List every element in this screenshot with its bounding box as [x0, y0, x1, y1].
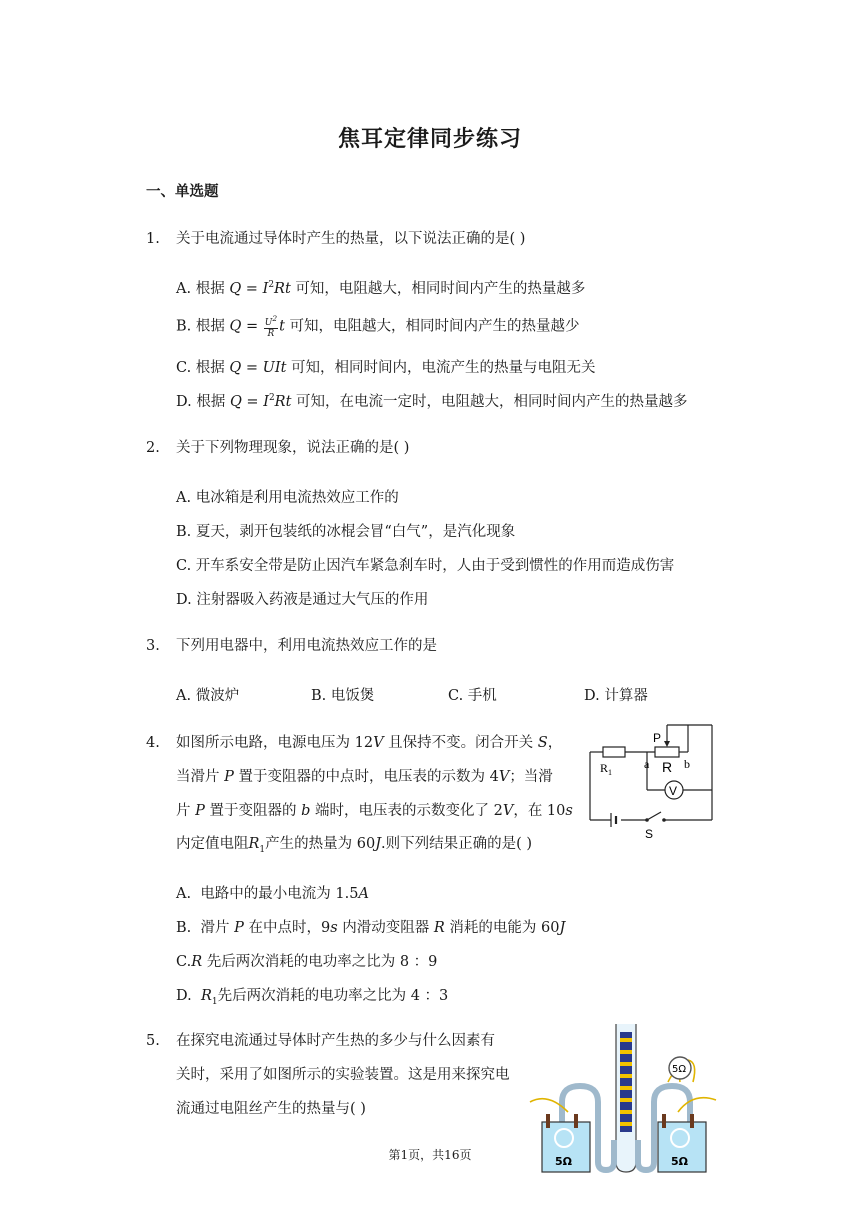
q4-option-c[interactable]: C.R 先后两次消耗的电功率之比为 8 ：9	[176, 954, 438, 970]
switch-s-label: S	[645, 827, 654, 840]
q1-option-b[interactable]: B. 根据 Q = $\frac{U^2}{R}$ t 可知，电阻越大，相同时间内产生的热量越少	[176, 314, 580, 339]
page-title: 焦耳定律同步练习	[337, 127, 522, 152]
q3-option-a[interactable]: A. 微波炉	[176, 688, 240, 704]
slider-p-label: P	[653, 731, 662, 745]
section-heading: 一、单选题	[146, 184, 219, 200]
top-resistor-label: 5Ω	[672, 1064, 687, 1075]
q1-number: 1.	[146, 231, 160, 247]
r1-label: $R_1$	[600, 761, 613, 777]
q3-option-c[interactable]: C. 手机	[448, 688, 497, 704]
q4-line-3: 片 P 置于变阻器的 b 端时，电压表的示数变化了 2V，在 10s	[176, 803, 573, 819]
q4-option-d[interactable]: D. $R_1$先后两次消耗的电功率之比为 4 ：3	[176, 988, 449, 1007]
q4-line-4: 内定值电阻$R_1$产生的热量为 60J.则下列结果正确的是( )	[176, 836, 533, 855]
left-resistor-label: 5Ω	[555, 1155, 573, 1168]
q4-line-2: 当滑片 P 置于变阻器的中点时，电压表的示数为 4V；当滑	[176, 769, 553, 785]
q2-option-d[interactable]: D. 注射器吸入药液是通过大气压的作用	[176, 592, 429, 608]
q2-number: 2.	[146, 440, 160, 456]
page-footer: 第1页，共16页	[388, 1148, 472, 1162]
q2-option-c[interactable]: C. 开车系安全带是防止因汽车紧急刹车时，人由于受到惯性的作用而造成伤害	[176, 558, 675, 574]
q3-option-b[interactable]: B. 电饭煲	[311, 688, 375, 704]
voltmeter-label: V	[669, 784, 678, 798]
q3-stem: 下列用电器中，利用电流热效应工作的是	[176, 638, 437, 654]
q3-number: 3.	[146, 638, 160, 654]
q4-option-a[interactable]: A. 电路中的最小电流为 1.5A	[176, 886, 369, 902]
q1-stem: 关于电流通过导体时产生的热量，以下说法正确的是( )	[176, 231, 526, 247]
rheostat-r-label: R	[662, 759, 673, 775]
terminal-b-label: b	[684, 757, 690, 771]
q4-number: 4.	[146, 735, 160, 751]
q3-option-d[interactable]: D. 计算器	[584, 688, 648, 704]
q2-option-a[interactable]: A. 电冰箱是利用电流热效应工作的	[176, 490, 399, 506]
q4-option-b[interactable]: B. 滑片 P 在中点时，9s 内滑动变阻器 R 消耗的电能为 60J	[176, 920, 566, 936]
q4-circuit-diagram	[585, 722, 717, 840]
q1-option-c[interactable]: C. 根据 Q = UIt 可知，相同时间内，电流产生的热量与电阻无关	[176, 360, 596, 376]
q1-option-a[interactable]: A. 根据 $Q = I^2Rt$ 可知，电阻越大，相同时间内产生的热量越多	[176, 280, 586, 297]
right-resistor-label: 5Ω	[671, 1155, 689, 1168]
q2-stem: 关于下列物理现象，说法正确的是( )	[176, 440, 410, 456]
q2-option-b[interactable]: B. 夏天，剥开包装纸的冰棍会冒“白气”，是汽化现象	[176, 524, 516, 540]
q5-line-3: 流通过电阻丝产生的热量与( )	[176, 1101, 366, 1117]
q5-line-1: 在探究电流通过导体时产生热的多少与什么因素有	[176, 1033, 495, 1049]
q1-option-d[interactable]: D. 根据 $Q = I^2Rt$ 可知，在电流一定时，电阻越大，相同时间内产生的热量越多	[176, 393, 688, 410]
q5-number: 5.	[146, 1033, 160, 1049]
q4-line-1: 如图所示电路，电源电压为 12V 且保持不变。闭合开关 S，	[176, 735, 563, 751]
q5-line-2: 关时，采用了如图所示的实验装置。这是用来探究电	[176, 1067, 510, 1083]
terminal-a-label: a	[644, 757, 650, 771]
